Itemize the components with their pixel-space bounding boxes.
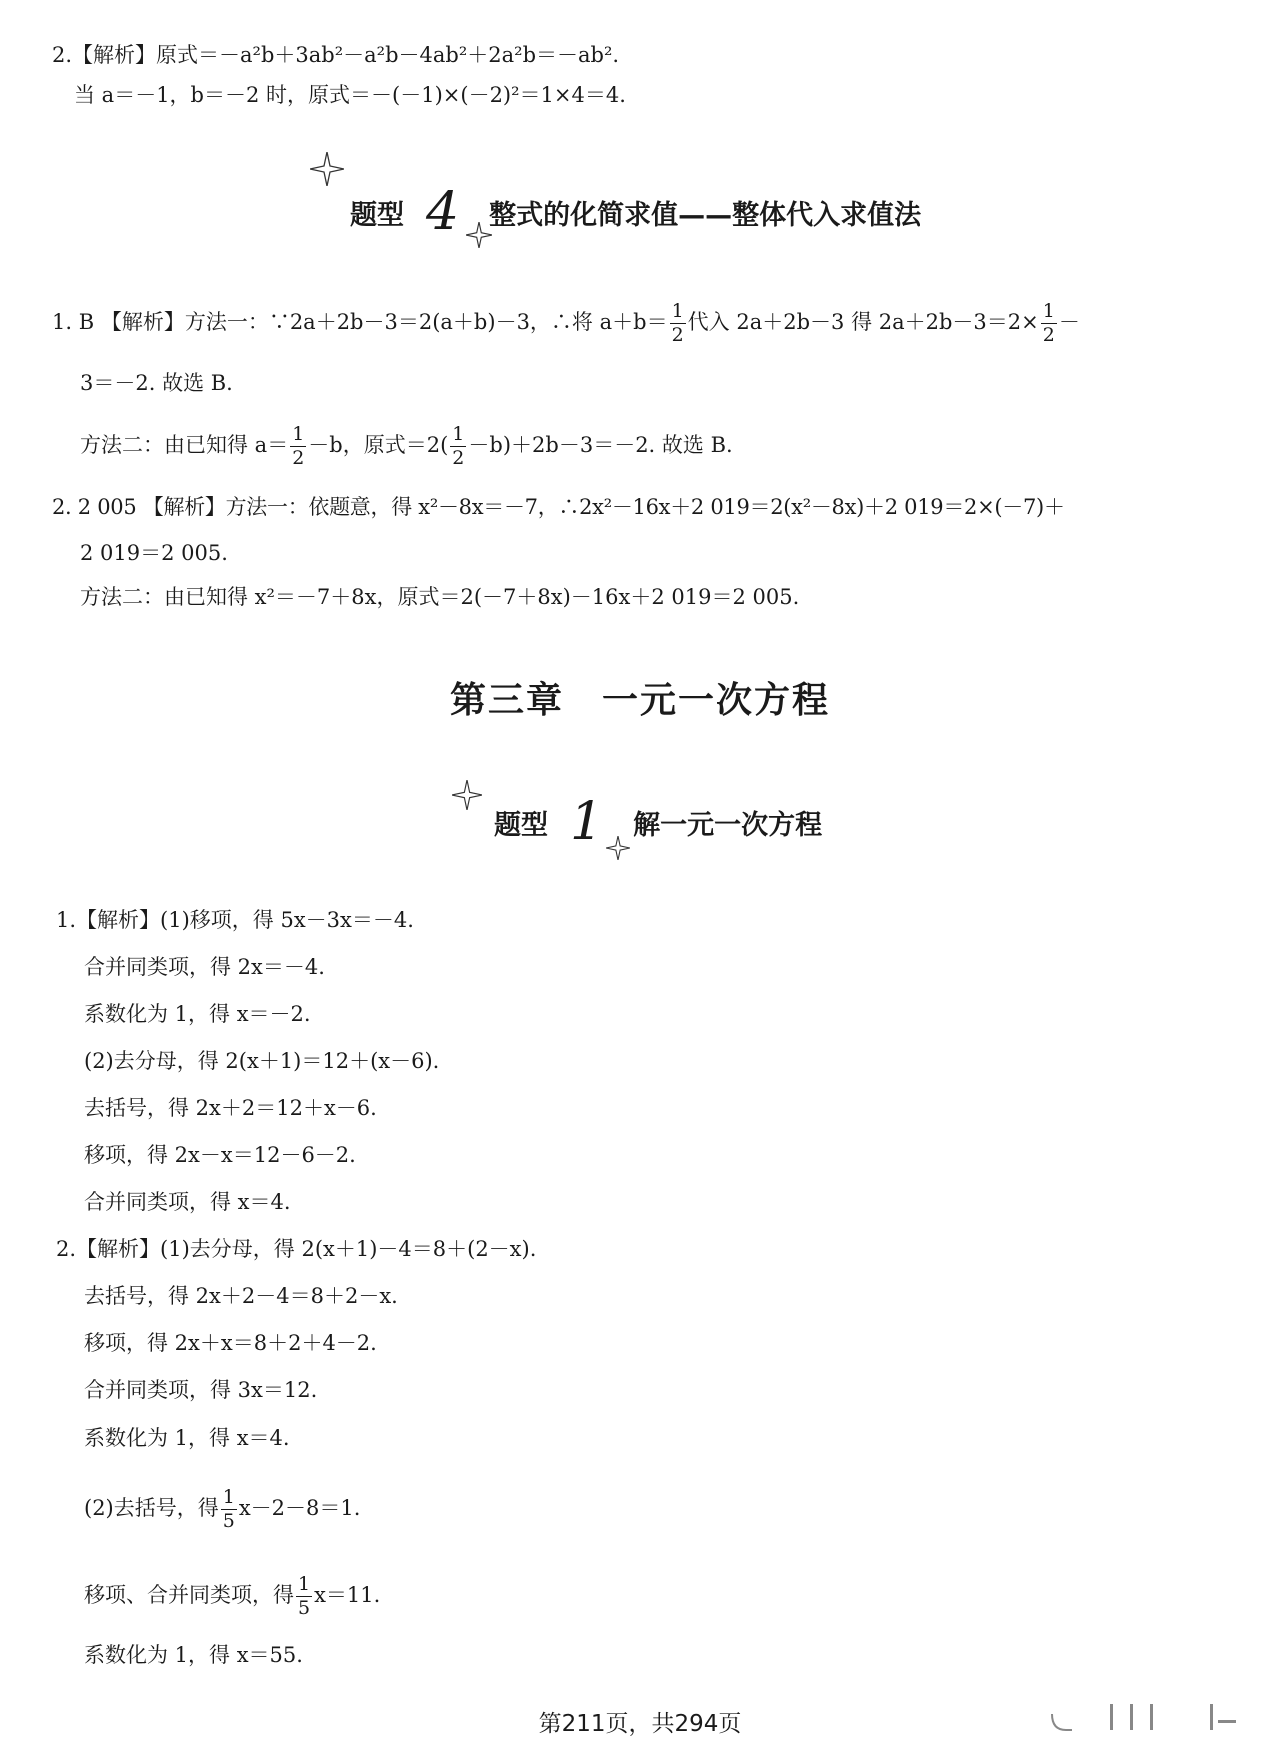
answer-line: 合并同类项，得 2x＝－4. <box>84 955 325 979</box>
answer-line: 2.【解析】(1)去分母，得 2(x＋1)－4＝8＋(2－x). <box>56 1237 537 1261</box>
answer-line: 2. 2 005 【解析】方法一：依题意，得 x²－8x＝－7，∴2x²－16x＋2 019＝2(x²－8x)＋2 019＝2×(－7)＋ <box>52 495 1065 519</box>
answer-line: 2.【解析】原式＝－a²b＋3ab²－a²b－4ab²＋2a²b＝－ab². <box>52 43 620 67</box>
answer-line <box>52 302 1080 345</box>
fraction: $\frac{1}{2}$ <box>671 300 684 346</box>
heading-label: 题型 <box>494 809 548 841</box>
answer-line: 移项，得 2x－x＝12－6－2. <box>84 1143 356 1167</box>
text-segment: 1. B 【解析】方法一：∵2a＋2b－3＝2(a＋b)－3，∴将 a＋b＝ <box>52 310 668 334</box>
answer-line: 去括号，得 2x＋2－4＝8＋2－x. <box>84 1284 398 1308</box>
answer-line <box>84 1575 380 1618</box>
answer-line: 方法二：由已知得 x²＝－7＋8x，原式＝2(－7＋8x)－16x＋2 019＝2 005. <box>80 585 800 609</box>
text-segment: 代入 2a＋2b－3 得 2a＋2b－3＝2× <box>687 310 1039 334</box>
text-segment: － <box>1058 310 1080 334</box>
answer-line: 合并同类项，得 3x＝12. <box>84 1378 318 1402</box>
answer-line: 系数化为 1，得 x＝55. <box>84 1643 303 1667</box>
text-segment: (2)去括号，得 <box>84 1496 219 1520</box>
text-segment: －b，原式＝2( <box>308 433 449 457</box>
text-segment: x－2－8＝1. <box>238 1496 361 1520</box>
page-number: 第211页，共294页 <box>538 1711 742 1737</box>
answer-line: 合并同类项，得 x＝4. <box>84 1190 291 1214</box>
fraction: $\frac{1}{5}$ <box>298 1573 311 1619</box>
answer-line: 系数化为 1，得 x＝－2. <box>84 1002 311 1026</box>
heading-title: 整式的化简求值——整体代入求值法 <box>489 199 922 231</box>
answer-line: 1.【解析】(1)移项，得 5x－3x＝－4. <box>56 908 414 932</box>
text-segment: x＝11. <box>314 1583 381 1607</box>
sparkle-icon <box>452 780 482 810</box>
heading-label: 题型 <box>350 199 404 231</box>
answer-line: 3＝－2. 故选 B. <box>80 371 233 395</box>
answer-line: 移项，得 2x＋x＝8＋2＋4－2. <box>84 1331 377 1355</box>
section-heading <box>350 182 921 242</box>
fraction: $\frac{1}{5}$ <box>222 1486 235 1532</box>
answer-line <box>80 425 733 468</box>
answer-line: 去括号，得 2x＋2＝12＋x－6. <box>84 1096 377 1120</box>
text-segment: 方法二：由已知得 a＝ <box>80 433 289 457</box>
text-segment: －b)＋2b－3＝－2. 故选 B. <box>468 433 733 457</box>
sparkle-icon <box>310 152 344 186</box>
answer-line: 2 019＝2 005. <box>80 541 228 565</box>
heading-number: 4 <box>426 182 460 242</box>
answer-line: 系数化为 1，得 x＝4. <box>84 1426 290 1450</box>
section-heading <box>494 792 822 852</box>
chapter-title: 第三章 一元一次方程 <box>449 680 830 721</box>
fraction: $\frac{1}{2}$ <box>292 423 305 469</box>
heading-number: 1 <box>570 792 604 852</box>
answer-line: (2)去分母，得 2(x＋1)＝12＋(x－6). <box>84 1049 440 1073</box>
heading-title: 解一元一次方程 <box>633 809 823 841</box>
text-segment: 移项、合并同类项，得 <box>84 1583 294 1607</box>
fraction: $\frac{1}{2}$ <box>1042 300 1055 346</box>
fraction: $\frac{1}{2}$ <box>452 423 465 469</box>
answer-line <box>84 1488 360 1531</box>
answer-line: 当 a＝－1，b＝－2 时，原式＝－(－1)×(－2)²＝1×4＝4. <box>74 83 626 107</box>
